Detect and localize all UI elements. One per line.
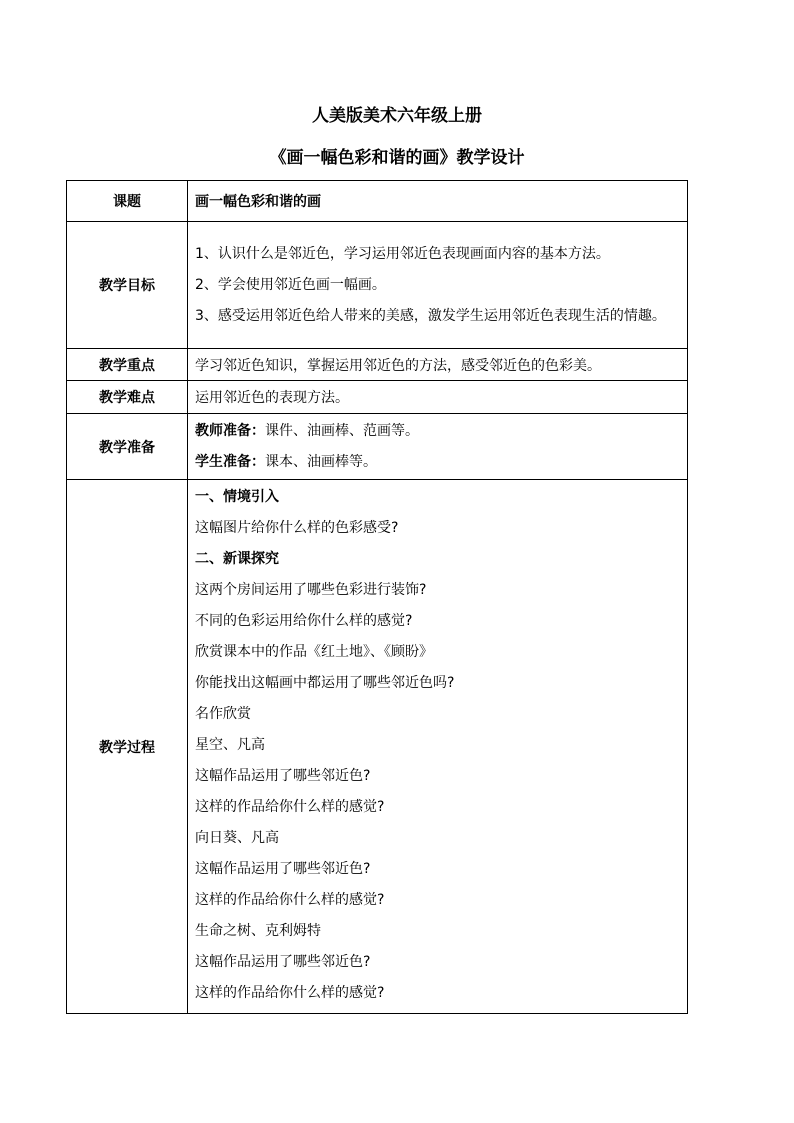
- difficulty-label: 教学难点: [67, 381, 188, 414]
- student-preparation-prefix: 学生准备：: [195, 453, 265, 470]
- preparation-cell: [188, 414, 688, 480]
- process-line: 这样的作品给你什么样的感觉?: [195, 892, 385, 908]
- key-point-label: 教学重点: [67, 349, 188, 381]
- topic-label: 课题: [67, 181, 188, 222]
- student-preparation: [195, 447, 681, 478]
- section-heading: 二、新课探究: [195, 551, 279, 567]
- process-line: 这幅图片给你什么样的色彩感受?: [195, 520, 399, 536]
- process-line: 不同的色彩运用给你什么样的感觉?: [195, 613, 413, 629]
- teacher-preparation-prefix: 教师准备：: [195, 422, 265, 439]
- teacher-preparation-value: 课件、油画棒、范画等。: [265, 422, 419, 439]
- process-cell: [188, 480, 688, 1014]
- preparation-label: 教学准备: [67, 414, 188, 480]
- topic-value: 画一幅色彩和谐的画: [188, 181, 688, 222]
- process-line: 这样的作品给你什么样的感觉?: [195, 985, 385, 1001]
- table-row-process: [67, 480, 688, 1014]
- process-label: 教学过程: [67, 480, 188, 1014]
- process-line: 名作欣赏: [195, 706, 251, 722]
- process-line: 生命之树、克利姆特: [195, 923, 321, 939]
- process-line: 向日葵、凡高: [195, 830, 279, 846]
- process-line: 这幅作品运用了哪些邻近色?: [195, 768, 371, 784]
- table-row-goals: [67, 222, 688, 349]
- table-row-topic: [67, 181, 688, 222]
- lesson-plan-table: [66, 180, 688, 1014]
- section-heading: 一、情境引入: [195, 489, 279, 505]
- goals-label: 教学目标: [67, 222, 188, 349]
- process-line: 这样的作品给你什么样的感觉?: [195, 799, 385, 815]
- table-row-preparation: [67, 414, 688, 480]
- goal-item: 2、学会使用邻近色画一幅画。: [195, 276, 386, 293]
- difficulty-value: 运用邻近色的表现方法。: [188, 381, 688, 414]
- process-line: 欣赏课本中的作品《红土地》、《顾盼》: [195, 644, 433, 660]
- process-line: 这幅作品运用了哪些邻近色?: [195, 861, 371, 877]
- table-row-key-point: [67, 349, 688, 381]
- document-title: 人美版美术六年级上册: [312, 106, 482, 126]
- process-line: 这幅作品运用了哪些邻近色?: [195, 954, 371, 970]
- process-line: 你能找出这幅画中都运用了哪些邻近色吗?: [195, 675, 455, 691]
- table-row-difficulty: [67, 381, 688, 414]
- goal-item: 1、认识什么是邻近色，学习运用邻近色表现画面内容的基本方法。: [195, 245, 610, 262]
- document-subtitle: 《画一幅色彩和谐的画》教学设计: [269, 148, 525, 168]
- student-preparation-value: 课本、油画棒等。: [265, 453, 377, 470]
- goals-cell: [188, 222, 688, 349]
- process-line: 星空、凡高: [195, 737, 265, 753]
- goal-item: 3、感受运用邻近色给人带来的美感，激发学生运用邻近色表现生活的情趣。: [195, 307, 666, 324]
- teacher-preparation: [195, 416, 681, 447]
- key-point-value: 学习邻近色知识，掌握运用邻近色的方法，感受邻近色的色彩美。: [188, 349, 688, 381]
- process-line: 这两个房间运用了哪些色彩进行装饰?: [195, 582, 427, 598]
